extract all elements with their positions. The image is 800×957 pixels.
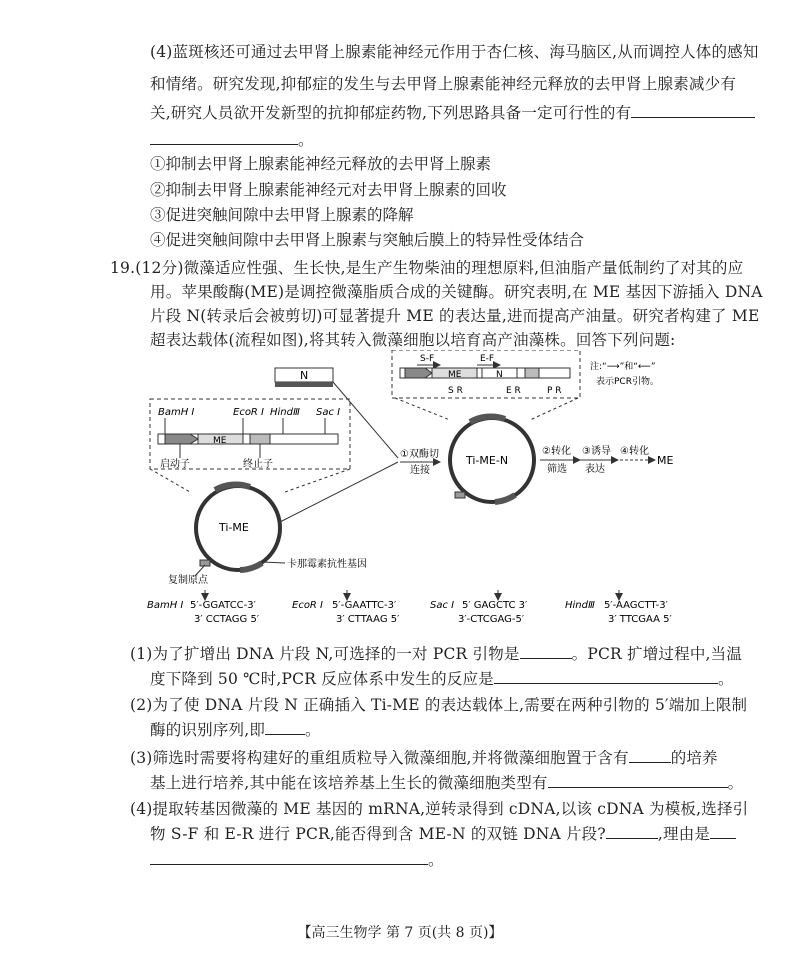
- q19-3-line1: (3)筛选时需要将构建好的重组质粒导入微藻细胞,并将微藻细胞置于含有 的培养: [130, 749, 718, 767]
- svg-text:表达: 表达: [585, 464, 605, 475]
- q18-option-1: ①抑制去甲肾上腺素能神经元释放的去甲肾上腺素: [150, 155, 492, 173]
- q19-4-line2: 物 S-F 和 E-R 进行 PCR,能否得到含 ME-N 的双链 DNA 片段? ,理由是: [150, 822, 736, 844]
- answer-blank[interactable]: [150, 130, 298, 145]
- svg-text:N: N: [300, 369, 309, 382]
- svg-text:S R: S R: [448, 386, 463, 396]
- svg-text:BamH Ⅰ: BamH Ⅰ: [158, 407, 195, 418]
- svg-text:注:“⟶”和“⟵”: 注:“⟶”和“⟵”: [590, 362, 656, 372]
- plasmid-ti-me-n: [450, 417, 534, 502]
- answer-blank[interactable]: [606, 824, 658, 839]
- svg-text:P R: P R: [547, 386, 562, 396]
- svg-text:5′-GAATTC-3′: 5′-GAATTC-3′: [332, 600, 397, 611]
- svg-text:3′ CCTAGG 5′: 3′ CCTAGG 5′: [194, 614, 260, 625]
- svg-text:启动子: 启动子: [160, 459, 190, 470]
- svg-text:3′ TTCGAA 5′: 3′ TTCGAA 5′: [608, 614, 672, 625]
- ti-me-insert-detail: [150, 399, 350, 470]
- svg-text:HindⅢ: HindⅢ: [565, 600, 595, 611]
- q18-option-3: ③促进突触间隙中去甲肾上腺素的降解: [150, 206, 414, 224]
- svg-text:卡那霉素抗性基因: 卡那霉素抗性基因: [287, 559, 367, 570]
- svg-text:3′-CTCGAG-5′: 3′-CTCGAG-5′: [458, 614, 525, 625]
- q19-2-line2: 酶的识别序列,即 。: [150, 721, 321, 739]
- svg-text:5′-AAGCTT-3′: 5′-AAGCTT-3′: [604, 600, 668, 611]
- svg-text:N: N: [496, 370, 503, 380]
- svg-text:终止子: 终止子: [243, 459, 273, 470]
- answer-blank[interactable]: [629, 748, 671, 763]
- svg-text:表示PCR引物。: 表示PCR引物。: [596, 377, 659, 387]
- q18-line2: 和情绪。研究发现,抑郁症的发生与去甲肾上腺素能神经元释放的去甲肾上腺素减少有: [150, 75, 737, 93]
- svg-text:Sac Ⅰ: Sac Ⅰ: [316, 407, 341, 418]
- restriction-sites: [147, 590, 672, 625]
- svg-text:EcoR Ⅰ: EcoR Ⅰ: [292, 600, 324, 611]
- svg-text:ME: ME: [213, 436, 227, 446]
- answer-blank[interactable]: [548, 773, 728, 788]
- svg-text:5′ GAGCTC 3′: 5′ GAGCTC 3′: [462, 600, 528, 611]
- svg-text:E R: E R: [506, 386, 521, 396]
- svg-text:BamH Ⅰ: BamH Ⅰ: [147, 600, 184, 611]
- svg-text:Sac Ⅰ: Sac Ⅰ: [430, 600, 455, 611]
- answer-blank[interactable]: [265, 720, 305, 735]
- vector-construction-figure: [0, 350, 800, 632]
- answer-blank[interactable]: [520, 644, 572, 659]
- svg-text:E-F: E-F: [480, 354, 495, 364]
- answer-blank[interactable]: [710, 824, 736, 839]
- svg-text:②转化: ②转化: [542, 446, 571, 457]
- svg-text:3′ CTTAAG 5′: 3′ CTTAAG 5′: [336, 614, 400, 625]
- svg-text:ME: ME: [448, 370, 462, 380]
- svg-text:复制原点: 复制原点: [168, 575, 208, 586]
- answer-blank[interactable]: [494, 669, 718, 684]
- svg-text:Ti-ME-N: Ti-ME-N: [466, 454, 509, 467]
- svg-text:③诱导: ③诱导: [582, 446, 611, 457]
- svg-text:HindⅢ: HindⅢ: [270, 407, 300, 418]
- q19-line4: 超表达载体(流程如图),将其转入微藻细胞以培育高产油藻株。回答下列问题:: [150, 331, 676, 349]
- q19-4-line3: 。: [150, 848, 444, 870]
- q19-line2: 用。苹果酸酶(ME)是调控微藻脂质合成的关键酶。研究表明,在 ME 基因下游插入 DNA: [150, 283, 763, 301]
- svg-text:Ti-ME: Ti-ME: [219, 521, 249, 534]
- q19-line1: 19.(12分)微藻适应性强、生长快,是生产生物柴油的理想原料,但油脂产量低制约了对其的应: [110, 259, 744, 277]
- page-footer: 【高三生物学 第 7 页(共 8 页)】: [297, 925, 503, 941]
- q19-4-line1: (4)提取转基因微藻的 ME 基因的 mRNA,逆转录得到 cDNA,以该 cDNA 为模板,选择引: [130, 800, 749, 818]
- q18-line4: 。: [150, 128, 314, 150]
- svg-text:ME: ME: [657, 454, 674, 467]
- svg-text:5′-GGATCC-3′: 5′-GGATCC-3′: [190, 600, 256, 611]
- q19-line3: 片段 N(转录后会被剪切)可显著提升 ME 的表达量,进而提高产油量。研究者构建了 ME: [150, 307, 760, 325]
- svg-text:S-F: S-F: [420, 354, 435, 364]
- q19-2-line1: (2)为了使 DNA 片段 N 正确插入 Ti-ME 的表达载体上,需要在两种引物的 5′端加上限制: [130, 696, 748, 714]
- svg-text:EcoR Ⅰ: EcoR Ⅰ: [233, 407, 265, 418]
- q18-line1: (4)蓝斑核还可通过去甲肾上腺素能神经元作用于杏仁核、海马脑区,从而调控人体的感知: [150, 43, 759, 61]
- svg-text:连接: 连接: [410, 465, 430, 476]
- plasmid-ti-me: [168, 485, 367, 586]
- q19-3-line2: 基上进行培养,其中能在该培养基上生长的微藻细胞类型有 。: [150, 774, 744, 792]
- svg-text:④转化: ④转化: [620, 446, 649, 457]
- q18-line3-text: 关,研究人员欲开发新型的抗抑郁症药物,下列思路具备一定可行性的有: [150, 104, 632, 122]
- q18-option-4: ④促进突触间隙中去甲肾上腺素与突触后膜上的特异性受体结合: [150, 231, 585, 249]
- q19-1-line2: 度下降到 50 ℃时,PCR 反应体系中发生的反应是 。: [150, 670, 734, 688]
- ti-me-n-detail: [392, 350, 580, 398]
- answer-blank[interactable]: [631, 103, 755, 118]
- answer-blank[interactable]: [150, 850, 428, 865]
- q19-1-line1: (1)为了扩增出 DNA 片段 N,可选择的一对 PCR 引物是 。PCR 扩增过程中,当温: [130, 645, 743, 663]
- fragment-n: [275, 368, 333, 387]
- q18-line3: [150, 101, 755, 123]
- svg-text:筛选: 筛选: [547, 464, 567, 475]
- q18-option-2: ②抑制去甲肾上腺素能神经元对去甲肾上腺素的回收: [150, 181, 507, 199]
- svg-text:①双酶切: ①双酶切: [400, 449, 439, 460]
